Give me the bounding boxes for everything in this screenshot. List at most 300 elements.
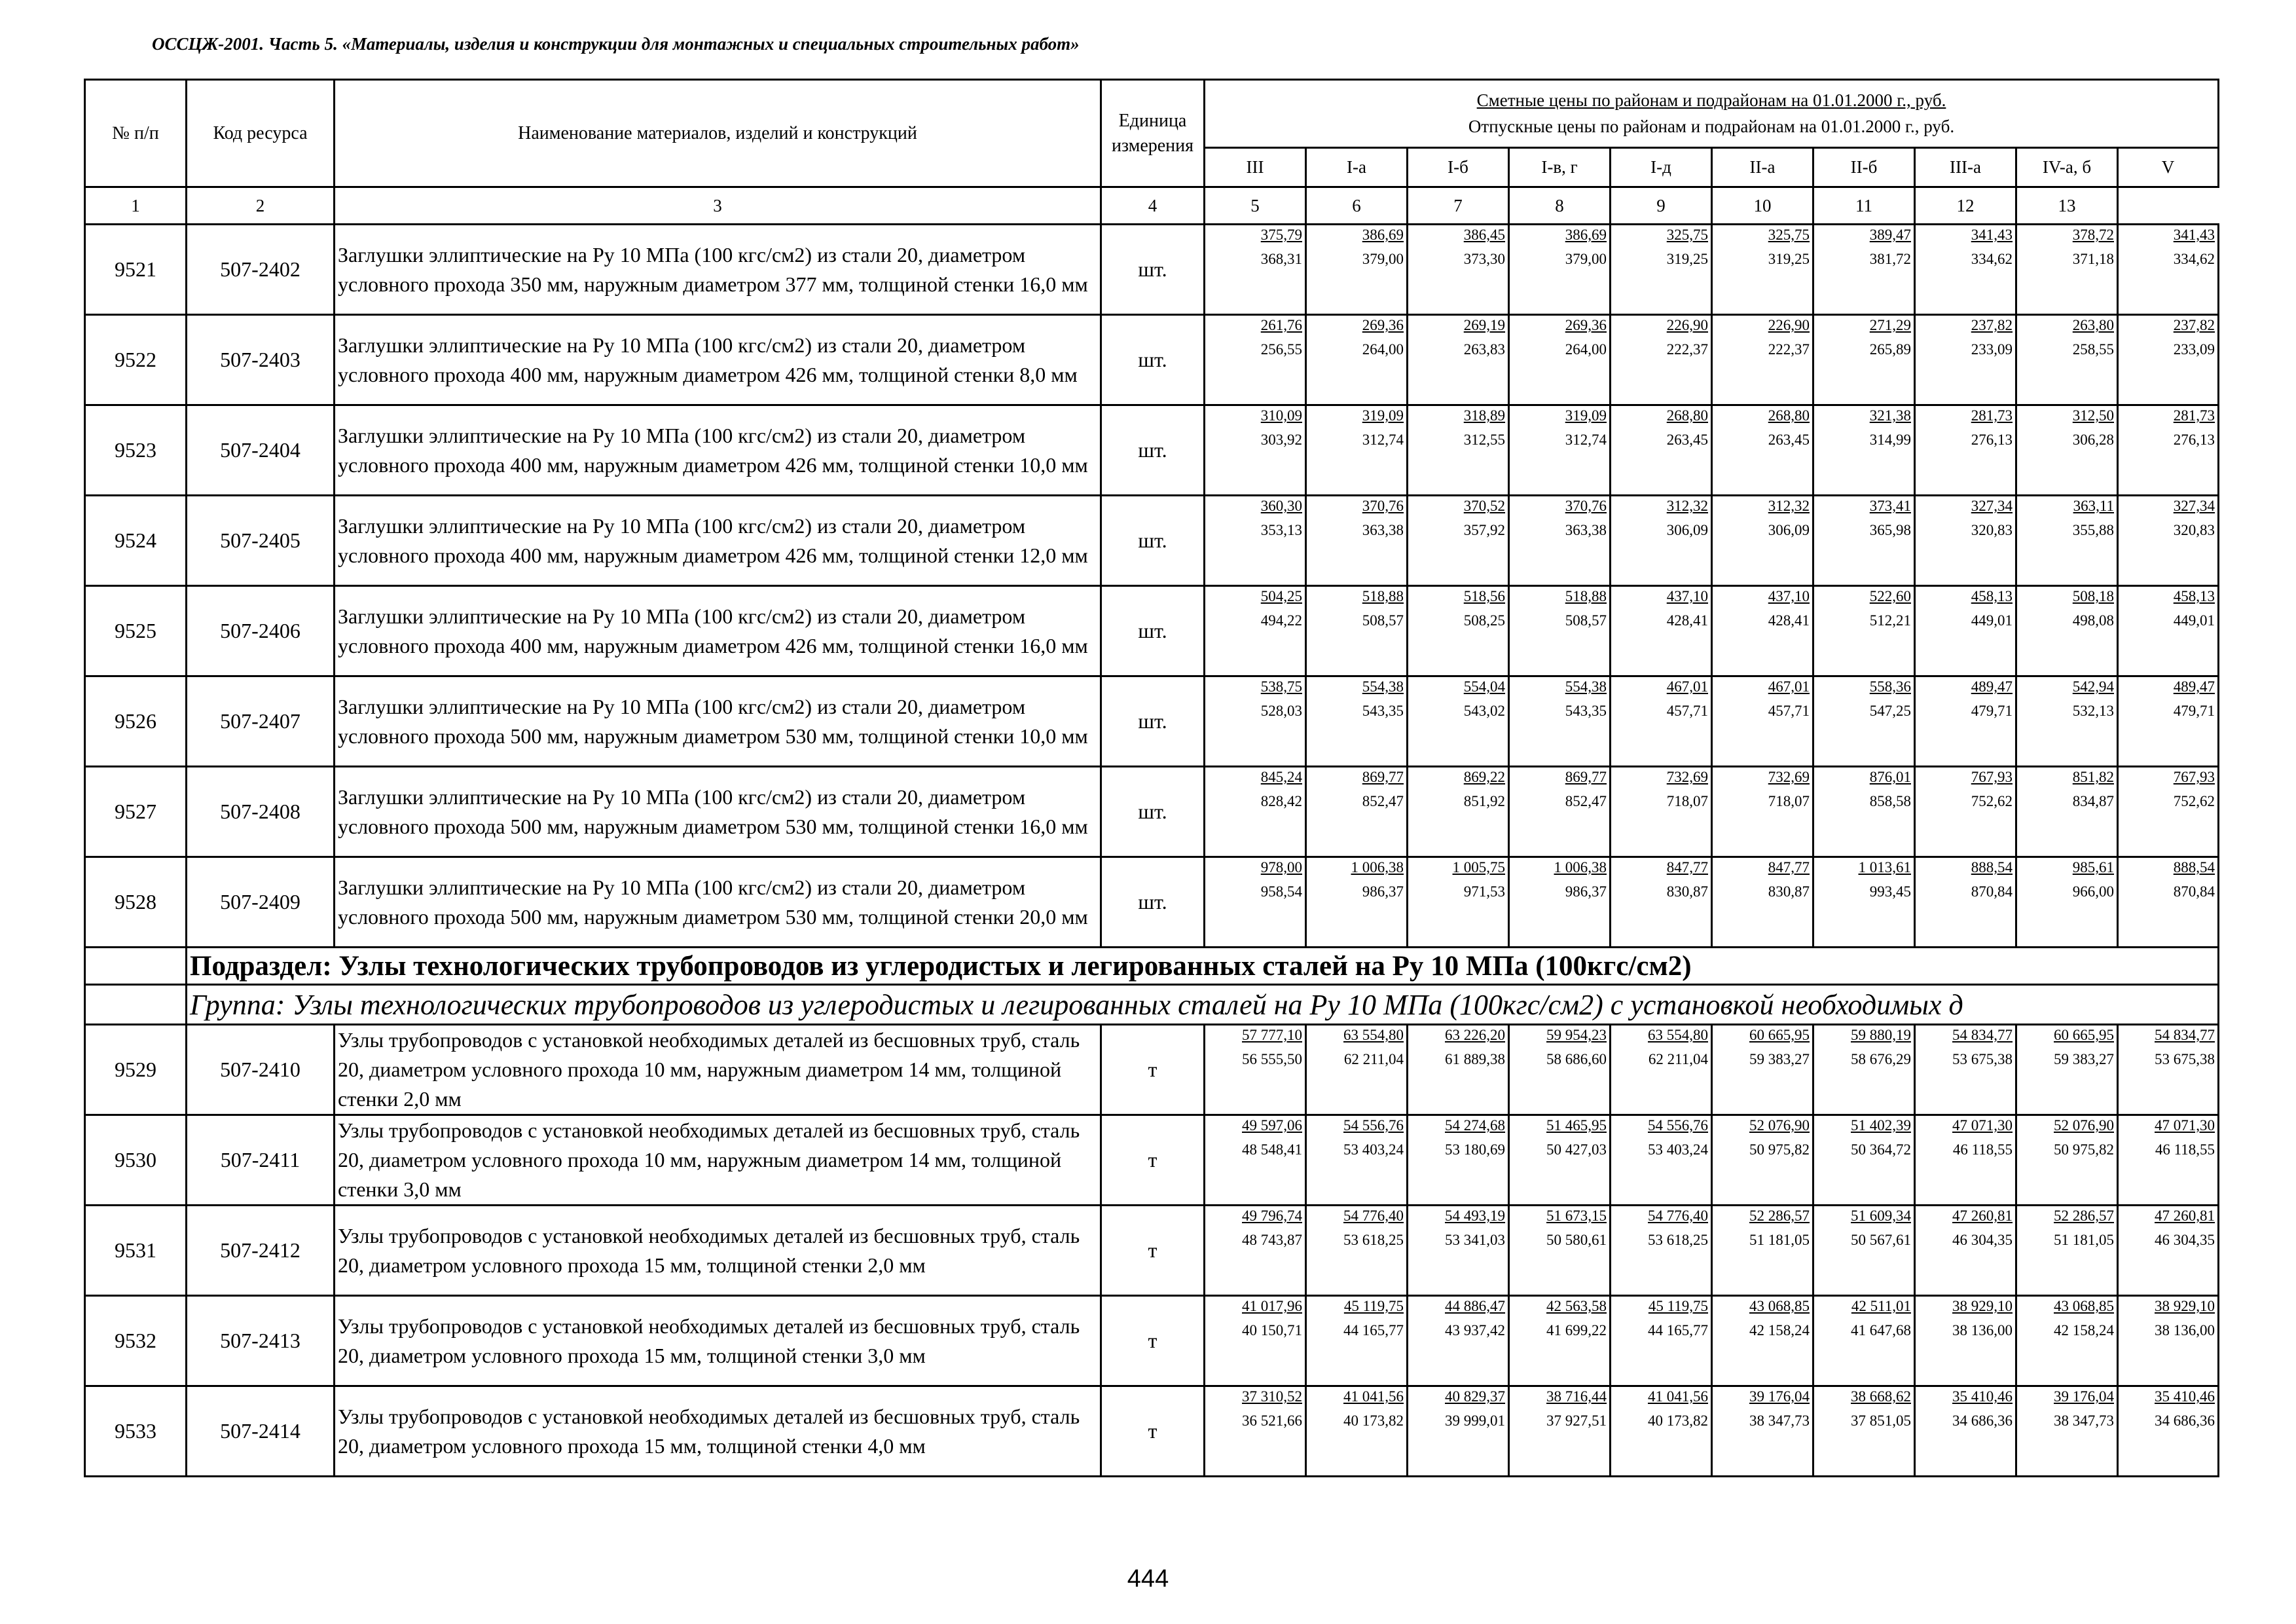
price-cell — [1306, 676, 1408, 767]
header-region: II-а — [1712, 148, 1813, 187]
release-price: 334,62 — [1971, 251, 2013, 267]
estimate-price: 518,88 — [1565, 588, 1607, 604]
item-name: Узлы трубопроводов с установкой необходимых деталей из бесшовных труб, сталь 20, диаметром условного прохода 10 мм, наружным диаметром 14 мм, толщиной стенки 2,0 мм — [335, 1025, 1101, 1115]
release-price: 718,07 — [1768, 793, 1810, 809]
unit-of-measure: т — [1101, 1025, 1205, 1115]
unit-of-measure: шт. — [1101, 767, 1205, 857]
estimate-price: 489,47 — [2173, 678, 2215, 695]
price-cell — [2016, 586, 2118, 676]
estimate-price: 41 017,96 — [1242, 1298, 1302, 1314]
price-cell — [2118, 225, 2219, 315]
estimate-price: 52 076,90 — [2054, 1117, 2114, 1134]
price-cell — [1509, 1296, 1611, 1386]
price-cell — [1509, 496, 1611, 586]
estimate-price: 518,56 — [1463, 588, 1505, 604]
release-price: 53 675,38 — [2155, 1051, 2215, 1067]
price-cell — [1712, 1025, 1813, 1115]
release-price: 830,87 — [1666, 883, 1708, 900]
unit-of-measure: шт. — [1101, 586, 1205, 676]
release-price: 543,35 — [1362, 703, 1404, 719]
estimate-price: 319,09 — [1362, 407, 1404, 424]
release-price: 38 136,00 — [1952, 1322, 2013, 1338]
price-table — [84, 79, 2219, 1477]
column-number: 13 — [2016, 187, 2118, 225]
price-cell — [1611, 315, 1712, 405]
price-cell — [1408, 1025, 1509, 1115]
column-number: 12 — [1915, 187, 2016, 225]
price-cell — [1306, 225, 1408, 315]
estimate-price: 1 013,61 — [1858, 859, 1911, 876]
estimate-price: 312,32 — [1768, 498, 1810, 514]
resource-code: 507-2413 — [187, 1296, 335, 1386]
estimate-price: 60 665,95 — [1749, 1027, 1810, 1043]
estimate-price: 40 829,37 — [1445, 1388, 1505, 1405]
estimate-price: 554,04 — [1463, 678, 1505, 695]
price-cell — [1915, 857, 2016, 948]
estimate-price: 876,01 — [1869, 769, 1911, 785]
price-cell — [1306, 1296, 1408, 1386]
estimate-price: 51 402,39 — [1851, 1117, 1911, 1134]
estimate-price: 60 665,95 — [2054, 1027, 2114, 1043]
column-number: 8 — [1509, 187, 1611, 225]
price-cell — [1509, 1206, 1611, 1296]
price-cell — [1205, 1386, 1306, 1477]
estimate-price: 378,72 — [2072, 227, 2114, 243]
price-cell — [1813, 496, 1915, 586]
header-prices-estimate: Сметные цены по районам и подрайонам на 01.01.2000 г., руб. — [1476, 90, 1946, 111]
row-number: 9533 — [85, 1386, 187, 1477]
estimate-price: 43 068,85 — [1749, 1298, 1810, 1314]
estimate-price: 370,52 — [1463, 498, 1505, 514]
estimate-price: 437,10 — [1768, 588, 1810, 604]
release-price: 276,13 — [2173, 432, 2215, 448]
release-price: 508,25 — [1463, 612, 1505, 629]
release-price: 256,55 — [1260, 341, 1302, 358]
estimate-price: 489,47 — [1971, 678, 2013, 695]
release-price: 986,37 — [1362, 883, 1404, 900]
estimate-price: 341,43 — [2173, 227, 2215, 243]
release-price: 852,47 — [1362, 793, 1404, 809]
estimate-price: 271,29 — [1869, 317, 1911, 333]
price-cell — [1408, 586, 1509, 676]
price-cell — [1408, 1386, 1509, 1477]
estimate-price: 37 310,52 — [1242, 1388, 1302, 1405]
release-price: 381,72 — [1869, 251, 1911, 267]
price-cell — [1712, 676, 1813, 767]
release-price: 40 173,82 — [1343, 1412, 1404, 1429]
column-number: 3 — [335, 187, 1101, 225]
item-name: Узлы трубопроводов с установкой необходимых деталей из бесшовных труб, сталь 20, диаметром условного прохода 15 мм, толщиной стенки 3,0 мм — [335, 1296, 1101, 1386]
release-price: 42 158,24 — [1749, 1322, 1810, 1338]
release-price: 40 150,71 — [1242, 1322, 1302, 1338]
release-price: 494,22 — [1260, 612, 1302, 629]
estimate-price: 269,19 — [1463, 317, 1505, 333]
release-price: 828,42 — [1260, 793, 1302, 809]
release-price: 42 158,24 — [2054, 1322, 2114, 1338]
row-number: 9524 — [85, 496, 187, 586]
estimate-price: 59 954,23 — [1546, 1027, 1607, 1043]
table-row — [85, 225, 2219, 315]
header-region: II-б — [1813, 148, 1915, 187]
price-cell — [1813, 586, 1915, 676]
price-cell — [1712, 1115, 1813, 1206]
estimate-price: 341,43 — [1971, 227, 2013, 243]
estimate-price: 281,73 — [1971, 407, 2013, 424]
release-price: 532,13 — [2072, 703, 2114, 719]
estimate-price: 57 777,10 — [1242, 1027, 1302, 1043]
estimate-price: 54 556,76 — [1343, 1117, 1404, 1134]
release-price: 479,71 — [2173, 703, 2215, 719]
estimate-price: 845,24 — [1260, 769, 1302, 785]
running-header: ОССЦЖ-2001. Часть 5. «Материалы, изделия и конструкции для монтажных и специальных строительных работ» — [152, 34, 1080, 54]
estimate-price: 54 556,76 — [1648, 1117, 1708, 1134]
price-cell — [1813, 857, 1915, 948]
price-cell — [1509, 767, 1611, 857]
price-cell — [1915, 1386, 2016, 1477]
release-price: 264,00 — [1362, 341, 1404, 358]
item-name: Заглушки эллиптические на Ру 10 МПа (100 кгс/см2) из стали 20, диаметром условного прохода 400 мм, наружным диаметром 426 мм, толщиной стенки 12,0 мм — [335, 496, 1101, 586]
table-row — [85, 1296, 2219, 1386]
release-price: 319,25 — [1666, 251, 1708, 267]
table-row — [85, 315, 2219, 405]
estimate-price: 310,09 — [1260, 407, 1302, 424]
unit-of-measure: т — [1101, 1386, 1205, 1477]
release-price: 498,08 — [2072, 612, 2114, 629]
price-cell — [1408, 1206, 1509, 1296]
estimate-price: 386,45 — [1463, 227, 1505, 243]
estimate-price: 54 493,19 — [1445, 1208, 1505, 1224]
header-unit: Единица измерения — [1101, 80, 1205, 187]
price-cell — [1712, 1296, 1813, 1386]
release-price: 718,07 — [1666, 793, 1708, 809]
estimate-price: 263,80 — [2072, 317, 2114, 333]
estimate-price: 1 006,38 — [1351, 859, 1404, 876]
estimate-price: 360,30 — [1260, 498, 1302, 514]
price-cell — [1408, 496, 1509, 586]
release-price: 50 364,72 — [1851, 1141, 1911, 1158]
release-price: 368,31 — [1260, 251, 1302, 267]
row-number: 9523 — [85, 405, 187, 496]
estimate-price: 35 410,46 — [2155, 1388, 2215, 1405]
price-cell — [2016, 1025, 2118, 1115]
estimate-price: 269,36 — [1565, 317, 1607, 333]
release-price: 62 211,04 — [1648, 1051, 1708, 1067]
release-price: 233,09 — [1971, 341, 2013, 358]
price-cell — [1611, 1206, 1712, 1296]
page-number: 444 — [1127, 1565, 1169, 1593]
release-price: 36 521,66 — [1242, 1412, 1302, 1429]
resource-code: 507-2405 — [187, 496, 335, 586]
release-price: 38 347,73 — [1749, 1412, 1810, 1429]
column-number: 10 — [1712, 187, 1813, 225]
price-cell — [2016, 405, 2118, 496]
release-price: 457,71 — [1666, 703, 1708, 719]
release-price: 508,57 — [1362, 612, 1404, 629]
item-name: Узлы трубопроводов с установкой необходимых деталей из бесшовных труб, сталь 20, диаметром условного прохода 15 мм, толщиной стенки 4,0 мм — [335, 1386, 1101, 1477]
price-cell — [2016, 315, 2118, 405]
release-price: 958,54 — [1260, 883, 1302, 900]
header-name: Наименование материалов, изделий и конструкций — [335, 80, 1101, 187]
price-cell — [2016, 1115, 2118, 1206]
release-price: 428,41 — [1768, 612, 1810, 629]
release-price: 48 743,87 — [1242, 1232, 1302, 1248]
estimate-price: 35 410,46 — [1952, 1388, 2013, 1405]
release-price: 312,74 — [1565, 432, 1607, 448]
column-number: 11 — [1813, 187, 1915, 225]
estimate-price: 269,36 — [1362, 317, 1404, 333]
release-price: 320,83 — [2173, 522, 2215, 538]
table-row — [85, 405, 2219, 496]
release-price: 319,25 — [1768, 251, 1810, 267]
release-price: 363,38 — [1362, 522, 1404, 538]
estimate-price: 49 597,06 — [1242, 1117, 1302, 1134]
estimate-price: 41 041,56 — [1343, 1388, 1404, 1405]
unit-of-measure: шт. — [1101, 496, 1205, 586]
estimate-price: 281,73 — [2173, 407, 2215, 424]
group-title: Группа: Узлы технологических трубопроводов из углеродистых и легированных сталей на Ру 10 МПа (100кгс/см2) с установкой необходимых д — [187, 985, 2219, 1025]
release-price: 512,21 — [1869, 612, 1911, 629]
price-cell — [1712, 315, 1813, 405]
release-price: 306,09 — [1666, 522, 1708, 538]
resource-code: 507-2403 — [187, 315, 335, 405]
row-number: 9522 — [85, 315, 187, 405]
release-price: 353,13 — [1260, 522, 1302, 538]
row-number: 9526 — [85, 676, 187, 767]
estimate-price: 47 260,81 — [2155, 1208, 2215, 1224]
header-region: III — [1205, 148, 1306, 187]
row-number: 9529 — [85, 1025, 187, 1115]
header-num: № п/п — [85, 80, 187, 187]
estimate-price: 518,88 — [1362, 588, 1404, 604]
price-cell — [1712, 496, 1813, 586]
estimate-price: 458,13 — [1971, 588, 2013, 604]
estimate-price: 437,10 — [1666, 588, 1708, 604]
item-name: Заглушки эллиптические на Ру 10 МПа (100 кгс/см2) из стали 20, диаметром условного прохода 400 мм, наружным диаметром 426 мм, толщиной стенки 10,0 мм — [335, 405, 1101, 496]
price-cell — [1509, 225, 1611, 315]
release-price: 38 136,00 — [2155, 1322, 2215, 1338]
price-cell — [1813, 676, 1915, 767]
price-cell — [1915, 225, 2016, 315]
row-number: 9528 — [85, 857, 187, 948]
price-cell — [1408, 405, 1509, 496]
estimate-price: 767,93 — [1971, 769, 2013, 785]
estimate-price: 386,69 — [1565, 227, 1607, 243]
price-cell — [1205, 1025, 1306, 1115]
price-cell — [1813, 1025, 1915, 1115]
release-price: 37 927,51 — [1546, 1412, 1607, 1429]
price-cell — [1813, 1115, 1915, 1206]
price-cell — [1509, 1386, 1611, 1477]
price-cell — [1205, 767, 1306, 857]
price-cell — [2118, 586, 2219, 676]
release-price: 58 676,29 — [1851, 1051, 1911, 1067]
table-row — [85, 586, 2219, 676]
release-price: 306,28 — [2072, 432, 2114, 448]
release-price: 312,74 — [1362, 432, 1404, 448]
release-price: 53 341,03 — [1445, 1232, 1505, 1248]
estimate-price: 47 260,81 — [1952, 1208, 2013, 1224]
estimate-price: 59 880,19 — [1851, 1027, 1911, 1043]
estimate-price: 54 274,68 — [1445, 1117, 1505, 1134]
resource-code: 507-2409 — [187, 857, 335, 948]
price-cell — [1611, 676, 1712, 767]
estimate-price: 851,82 — [2072, 769, 2114, 785]
estimate-price: 268,80 — [1666, 407, 1708, 424]
price-cell — [1408, 857, 1509, 948]
price-cell — [2016, 857, 2118, 948]
estimate-price: 554,38 — [1565, 678, 1607, 695]
price-cell — [1306, 405, 1408, 496]
price-cell — [1712, 857, 1813, 948]
price-cell — [1611, 586, 1712, 676]
estimate-price: 467,01 — [1768, 678, 1810, 695]
unit-of-measure: шт. — [1101, 676, 1205, 767]
row-number: 9530 — [85, 1115, 187, 1206]
resource-code: 507-2410 — [187, 1025, 335, 1115]
estimate-price: 38 929,10 — [1952, 1298, 2013, 1314]
price-cell — [1611, 1115, 1712, 1206]
unit-of-measure: шт. — [1101, 315, 1205, 405]
release-price: 46 304,35 — [1952, 1232, 2013, 1248]
release-price: 457,71 — [1768, 703, 1810, 719]
price-cell — [1915, 676, 2016, 767]
table-row — [85, 496, 2219, 586]
price-cell — [1915, 405, 2016, 496]
price-cell — [1813, 315, 1915, 405]
table-row — [85, 1115, 2219, 1206]
price-cell — [1205, 1115, 1306, 1206]
estimate-price: 370,76 — [1362, 498, 1404, 514]
release-price: 373,30 — [1463, 251, 1505, 267]
release-price: 379,00 — [1565, 251, 1607, 267]
release-price: 34 686,36 — [1952, 1412, 2013, 1429]
estimate-price: 51 609,34 — [1851, 1208, 1911, 1224]
release-price: 50 975,82 — [2054, 1141, 2114, 1158]
estimate-price: 1 005,75 — [1452, 859, 1505, 876]
estimate-price: 732,69 — [1768, 769, 1810, 785]
price-cell — [1915, 767, 2016, 857]
estimate-price: 318,89 — [1463, 407, 1505, 424]
release-price: 986,37 — [1565, 883, 1607, 900]
column-number: 4 — [1101, 187, 1205, 225]
estimate-price: 39 176,04 — [1749, 1388, 1810, 1405]
price-cell — [1611, 1386, 1712, 1477]
column-number: 2 — [187, 187, 335, 225]
release-price: 222,37 — [1768, 341, 1810, 358]
price-cell — [2118, 405, 2219, 496]
estimate-price: 237,82 — [2173, 317, 2215, 333]
header-region: I-б — [1408, 148, 1509, 187]
table-row — [85, 1206, 2219, 1296]
header-code: Код ресурса — [187, 80, 335, 187]
price-cell — [1306, 1025, 1408, 1115]
estimate-price: 325,75 — [1666, 227, 1708, 243]
estimate-price: 54 834,77 — [2155, 1027, 2215, 1043]
release-price: 752,62 — [1971, 793, 2013, 809]
estimate-price: 869,77 — [1565, 769, 1607, 785]
estimate-price: 47 071,30 — [1952, 1117, 2013, 1134]
estimate-price: 542,94 — [2072, 678, 2114, 695]
estimate-price: 319,09 — [1565, 407, 1607, 424]
estimate-price: 363,11 — [2073, 498, 2114, 514]
estimate-price: 558,36 — [1869, 678, 1911, 695]
estimate-price: 370,76 — [1565, 498, 1607, 514]
section-num-cell — [85, 948, 187, 985]
unit-of-measure: шт. — [1101, 225, 1205, 315]
release-price: 858,58 — [1869, 793, 1911, 809]
unit-of-measure: т — [1101, 1296, 1205, 1386]
release-price: 379,00 — [1362, 251, 1404, 267]
column-number: 1 — [85, 187, 187, 225]
price-cell — [1509, 315, 1611, 405]
estimate-price: 51 673,15 — [1546, 1208, 1607, 1224]
estimate-price: 43 068,85 — [2054, 1298, 2114, 1314]
price-cell — [1712, 1386, 1813, 1477]
section-title: Подраздел: Узлы технологических трубопроводов из углеродистых и легированных сталей на Ру 10 МПа (100кгс/см2) — [187, 948, 2219, 985]
price-cell — [1611, 225, 1712, 315]
release-price: 58 686,60 — [1546, 1051, 1607, 1067]
release-price: 53 403,24 — [1648, 1141, 1708, 1158]
release-price: 479,71 — [1971, 703, 2013, 719]
price-cell — [1509, 676, 1611, 767]
header-region: IV-а, б — [2016, 148, 2118, 187]
estimate-price: 39 176,04 — [2054, 1388, 2114, 1405]
price-cell — [1915, 1206, 2016, 1296]
price-cell — [1611, 1025, 1712, 1115]
price-cell — [1408, 315, 1509, 405]
price-cell — [1205, 1206, 1306, 1296]
table-row — [85, 767, 2219, 857]
estimate-price: 63 554,80 — [1648, 1027, 1708, 1043]
release-price: 53 618,25 — [1343, 1232, 1404, 1248]
estimate-price: 38 716,44 — [1546, 1388, 1607, 1405]
estimate-price: 38 668,62 — [1851, 1388, 1911, 1405]
unit-of-measure: шт. — [1101, 405, 1205, 496]
release-price: 56 555,50 — [1242, 1051, 1302, 1067]
resource-code: 507-2412 — [187, 1206, 335, 1296]
price-cell — [1306, 496, 1408, 586]
price-cell — [1813, 225, 1915, 315]
release-price: 547,25 — [1869, 703, 1911, 719]
release-price: 50 975,82 — [1749, 1141, 1810, 1158]
header-region: I-в, г — [1509, 148, 1611, 187]
estimate-price: 226,90 — [1768, 317, 1810, 333]
resource-code: 507-2414 — [187, 1386, 335, 1477]
release-price: 276,13 — [1971, 432, 2013, 448]
price-cell — [2016, 496, 2118, 586]
price-cell — [1611, 857, 1712, 948]
price-cell — [1205, 586, 1306, 676]
price-cell — [1712, 405, 1813, 496]
estimate-price: 554,38 — [1362, 678, 1404, 695]
estimate-price: 47 071,30 — [2155, 1117, 2215, 1134]
release-price: 851,92 — [1463, 793, 1505, 809]
estimate-price: 54 834,77 — [1952, 1027, 2013, 1043]
resource-code: 507-2406 — [187, 586, 335, 676]
price-cell — [1813, 405, 1915, 496]
column-number: 6 — [1306, 187, 1408, 225]
release-price: 449,01 — [2173, 612, 2215, 629]
release-price: 50 567,61 — [1851, 1232, 1911, 1248]
release-price: 363,38 — [1565, 522, 1607, 538]
estimate-price: 504,25 — [1260, 588, 1302, 604]
estimate-price: 847,77 — [1666, 859, 1708, 876]
price-cell — [1205, 857, 1306, 948]
price-cell — [2016, 767, 2118, 857]
release-price: 528,03 — [1260, 703, 1302, 719]
release-price: 34 686,36 — [2155, 1412, 2215, 1429]
estimate-price: 508,18 — [2072, 588, 2114, 604]
